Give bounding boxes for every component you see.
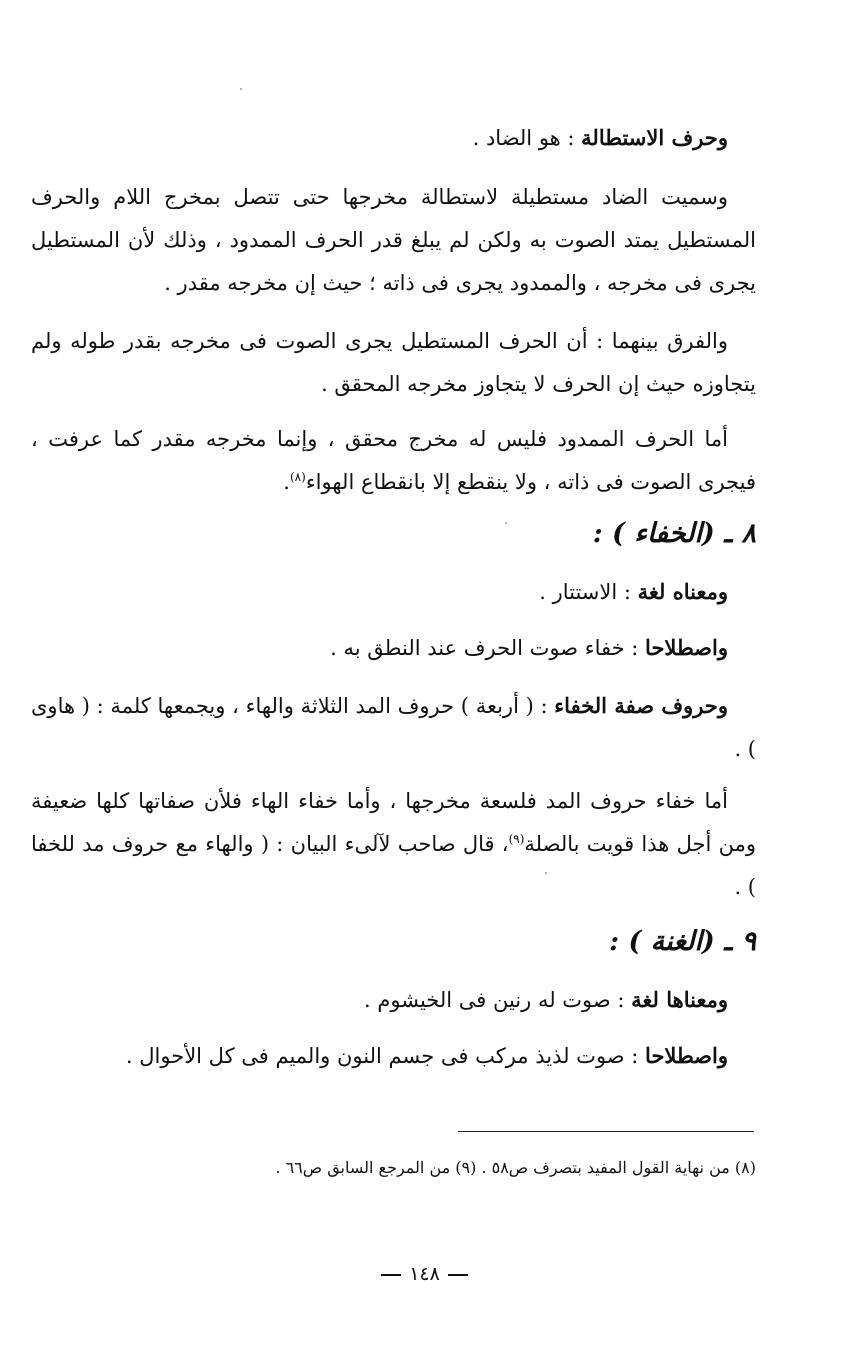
paragraph-text: وسميت الضاد مستطيلة لاستطالة مخرجها حتى تتصل بمخرج اللام والحرف المستطيل يمتد الصوت به ولكن لم يبلغ قدر الحرف الممدود ، وذلك لأن المستطيل يجرى فى مخرجه ، والممدود يجرى فى ذاته ؛ حيث إن مخرجه مقدر . <box>31 185 756 295</box>
footnote-ref-8[interactable]: (٨) <box>289 470 306 484</box>
term-label: واصطلاحا <box>645 635 728 660</box>
term-label: ومعناه لغة <box>637 579 728 604</box>
term-label: واصطلاحا <box>645 1043 728 1068</box>
section-heading-ghunna: ٩ ـ (الغنة ) : <box>609 926 756 957</box>
term-label: ومعناها لغة <box>631 987 728 1012</box>
paragraph-text: : خفاء صوت الحرف عند النطق به . <box>330 636 646 660</box>
paragraph-ghunna-istilah <box>31 1034 756 1078</box>
paragraph-text: والفرق بينهما : أن الحرف المستطيل يجرى الصوت فى مخرجه بقدر طوله ولم يتجاوزه حيث إن الحرف لا يتجاوز مخرجه المحقق . <box>31 329 756 396</box>
page-number <box>0 1263 849 1285</box>
paragraph-mamdud <box>31 418 756 504</box>
paragraph-text-continued: ، قال صاحب لآلىء البيان : ( والهاء مع حروف مد للخفا ) . <box>31 832 756 899</box>
paragraph-text: أما الحرف الممدود فليس له مخرج محقق ، وإنما مخرجه مقدر كما عرفت ، فيجرى الصوت فى ذاته ، ولا ينقطع إلا بانقطاع الهواء <box>31 427 756 494</box>
paragraph-difference <box>31 320 756 406</box>
paragraph-istitala-definition <box>31 116 756 160</box>
paragraph-text: : ( أربعة ) حروف المد الثلاثة والهاء ، ويجمعها كلمة : ( هاوى ) . <box>31 694 756 761</box>
paragraph-text: : صوت لذيذ مركب فى جسم النون والميم فى كل الأحوال . <box>125 1044 646 1068</box>
footnote-separator <box>458 1131 754 1132</box>
paragraph-text: : صوت له رنين فى الخيشوم . <box>364 988 632 1012</box>
footnote-ref-9[interactable]: (٩) <box>508 832 525 846</box>
paragraph-khafa-istilah <box>31 626 756 670</box>
section-heading-khafa: ٨ ـ (الخفاء ) : <box>592 518 756 549</box>
scan-speck <box>240 88 242 90</box>
paragraph-khafa-reason <box>31 780 756 909</box>
term-label: وحروف صفة الخفاء <box>554 693 728 718</box>
paragraph-khafa-lugha <box>31 570 756 614</box>
paragraph-end: . <box>283 470 290 494</box>
paragraph-text: أما خفاء حروف المد فلسعة مخرجها ، وأما خفاء الهاء فلأن صفاتها كلها ضعيفة ومن أجل هذا قويت بالصلة <box>31 789 756 856</box>
page-number-dash <box>381 1274 401 1276</box>
page-number-value: ١٤٨ <box>409 1263 440 1285</box>
paragraph-dad-explanation <box>31 176 756 305</box>
paragraph-ghunna-lugha <box>31 978 756 1022</box>
paragraph-text: : هو الضاد . <box>472 126 582 150</box>
paragraph-khafa-letters <box>31 684 756 771</box>
paragraph-text: : الاستتار . <box>539 580 638 604</box>
page-number-dash <box>448 1274 468 1276</box>
footnotes: (٨) من نهاية القول المفيد بتصرف ص٥٨ . (٩) من المرجع السابق ص٦٦ . <box>275 1158 756 1177</box>
term-label: وحرف الاستطالة <box>581 125 728 150</box>
scan-speck <box>505 522 507 524</box>
